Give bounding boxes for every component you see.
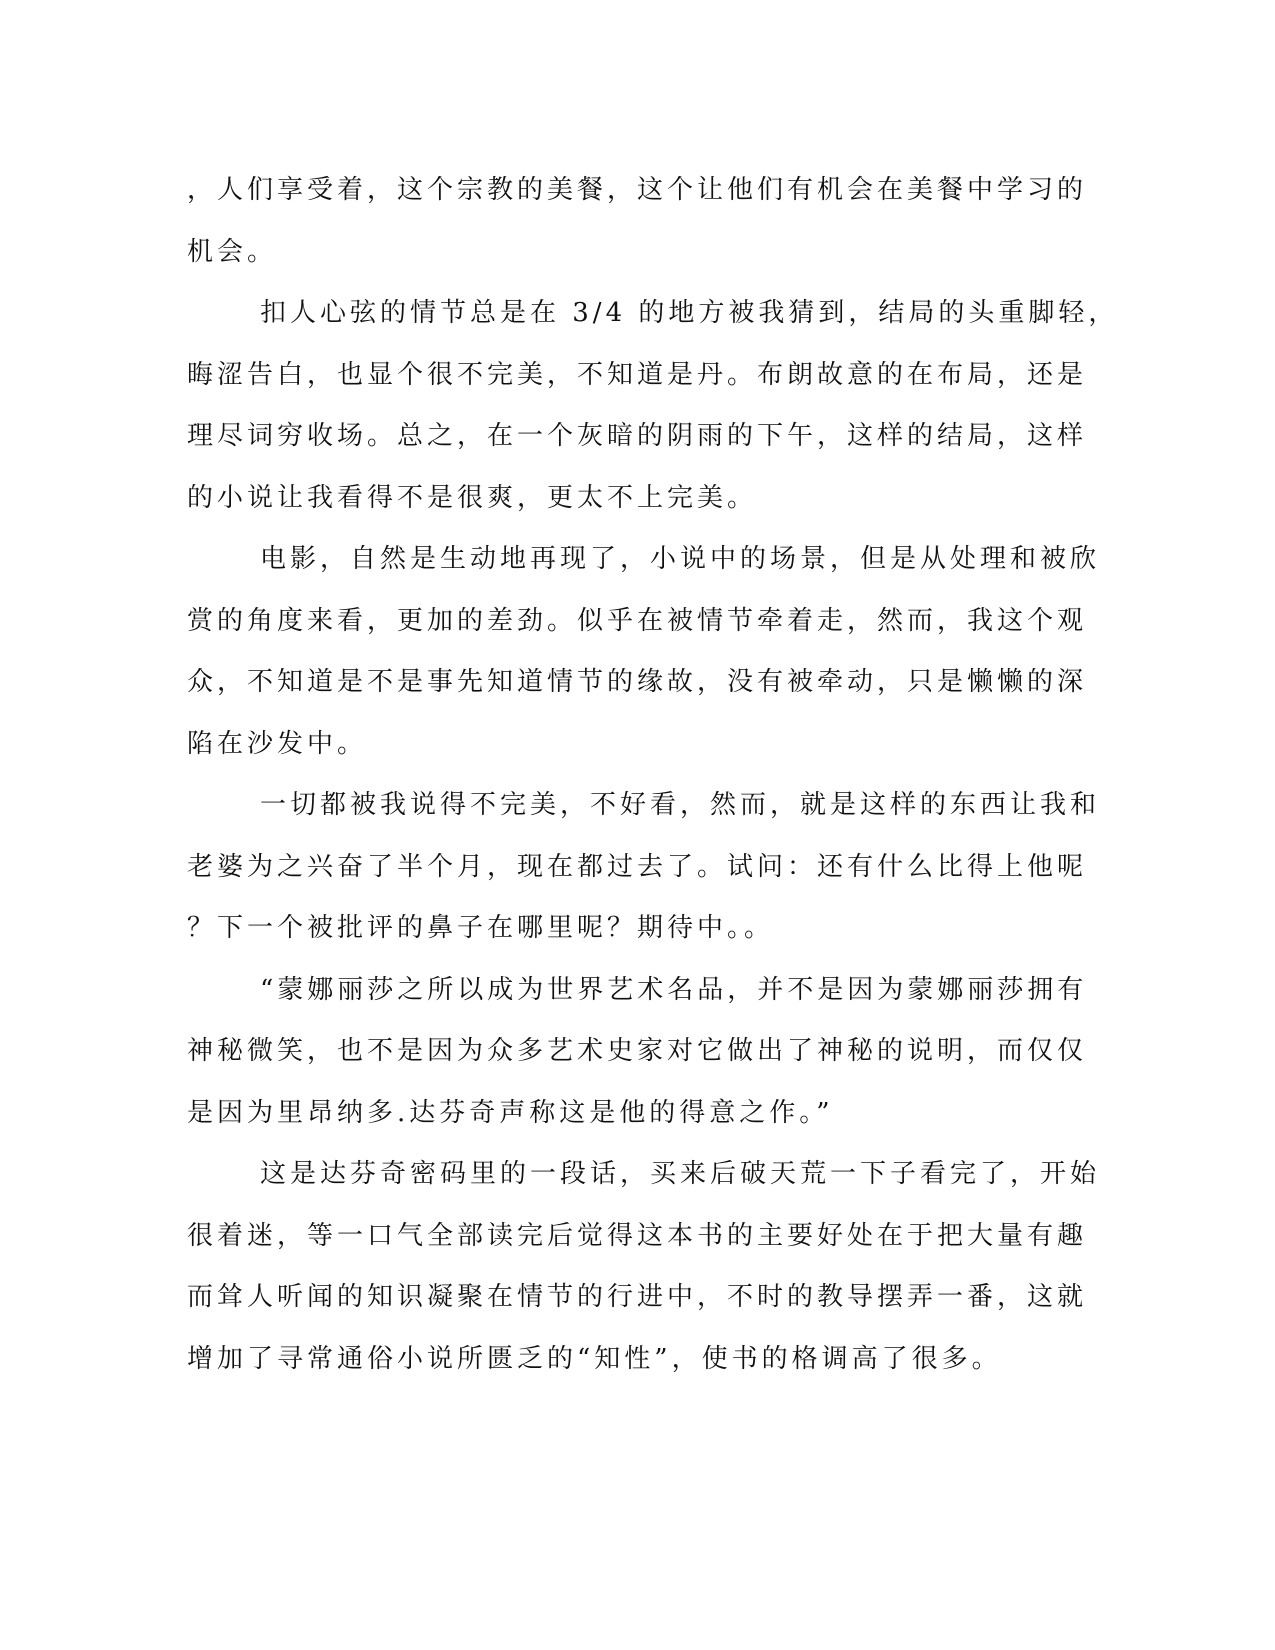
text-line: 晦涩告白，也显个很不完美，不知道是丹。布朗故意的在布局，还是 [187, 359, 1088, 390]
text-line: 理尽词穷收场。总之，在一个灰暗的阴雨的下午，这样的结局，这样 [187, 421, 1088, 451]
text-line: 增加了寻常通俗小说所匮乏的“知性”，使书的格调高了很多。 [187, 1343, 1002, 1374]
document-body [187, 160, 1119, 1390]
text-line: ，人们享受着，这个宗教的美餐，这个让他们有机会在美餐中学习的 [187, 175, 1088, 205]
text-line: 这是达芬奇密码里的一段话，买来后破天荒一下子看完了，开始 [260, 1159, 1101, 1189]
text-line: 很着迷，等一口气全部读完后觉得这本书的主要好处在于把大量有趣 [187, 1220, 1088, 1251]
text-line: 神秘微笑，也不是因为众多艺术史家对它做出了神秘的说明，而仅仅 [187, 1036, 1088, 1066]
text-line: 一切都被我说得不完美，不好看，然而，就是这样的东西让我和 [260, 790, 1101, 820]
text-line: 电影，自然是生动地再现了，小说中的场景，但是从处理和被欣 [260, 544, 1101, 574]
text-line: 的小说让我看得不是很爽，更太不上完美。 [187, 482, 758, 513]
text-line: 扣人心弦的情节总是在 3/4 的地方被我猜到，结局的头重脚轻， [260, 298, 1119, 328]
text-line: 老婆为之兴奋了半个月，现在都过去了。试问：还有什么比得上他呢 [187, 851, 1088, 882]
text-line: 赏的角度来看，更加的差劲。似乎在被情节牵着走，然而，我这个观 [187, 605, 1088, 636]
text-line: “蒙娜丽莎之所以成为世界艺术名品，并不是因为蒙娜丽莎拥有 [260, 974, 1088, 1005]
text-line: ？下一个被批评的鼻子在哪里呢？期待中。。 [187, 913, 775, 943]
text-line: 众，不知道是不是事先知道情节的缘故，没有被牵动，只是懒懒的深 [187, 667, 1088, 697]
text-line: 而耸人听闻的知识凝聚在情节的行进中，不时的教导摆弄一番，这就 [187, 1282, 1088, 1312]
text-line: 陷在沙发中。 [187, 728, 368, 759]
text-line: 是因为里昂纳多.达芬奇声称这是他的得意之作。” [187, 1097, 834, 1128]
text-line: 机会。 [187, 236, 278, 267]
